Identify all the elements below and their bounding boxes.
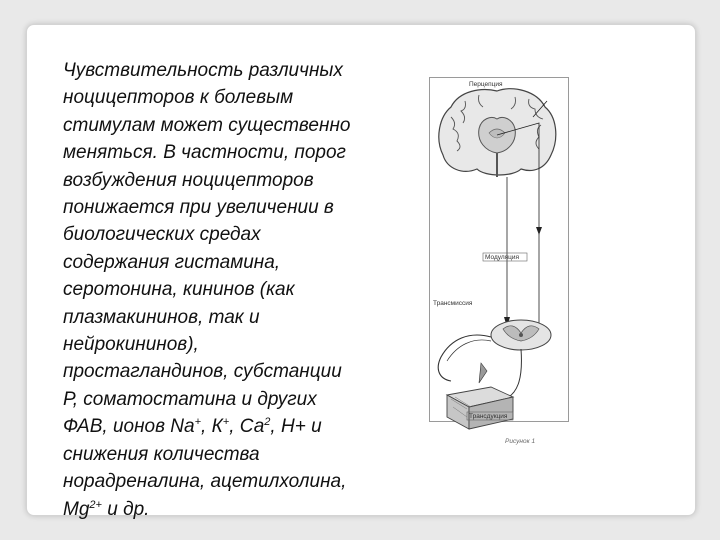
spinal-cord-illustration — [491, 320, 551, 350]
text-line: содержания гистамина, — [63, 251, 281, 273]
text-line: ФАВ, ионов Na+, К+, $Са^2$, Н+ и — [63, 416, 322, 438]
text-line: снижения количества — [63, 443, 260, 465]
label-transduction: Трансдукция — [469, 413, 508, 420]
text-line: возбуждения ноцицепторов — [63, 169, 314, 191]
text-line: серотонина, кининов (как — [63, 279, 295, 301]
text-line: нейрокининов), — [63, 334, 199, 356]
label-transmission: Трансмиссия — [433, 300, 473, 307]
text-line: ноцицепторов к болевым — [63, 87, 294, 109]
pain-pathway-figure — [429, 77, 569, 447]
label-modulation: Модуляция — [485, 254, 520, 261]
text-line: понижается при увеличении в — [63, 197, 334, 219]
text-line: Чувствительность различных — [63, 60, 343, 81]
text-line: меняться. В частности, порог — [63, 142, 346, 164]
pain-pathway-diagram — [429, 77, 569, 447]
text-line: $Mg^{2+}$ и др. — [63, 498, 150, 520]
slide — [26, 24, 696, 520]
text-line: стимулам может существенно — [63, 114, 351, 136]
text-line: биологических средах — [63, 224, 261, 246]
figure-caption: Рисунок 1 — [505, 438, 536, 445]
text-line: плазмакининов, так и — [63, 306, 260, 328]
label-perception: Перцепция — [469, 81, 503, 88]
text-line: норадреналина, ацетилхолина, — [63, 471, 347, 493]
brain-illustration — [439, 89, 556, 177]
text-line: Р, соматостатина и других — [63, 388, 317, 410]
body-text — [63, 57, 413, 523]
text-line: простагландинов, субстанции — [63, 361, 342, 383]
